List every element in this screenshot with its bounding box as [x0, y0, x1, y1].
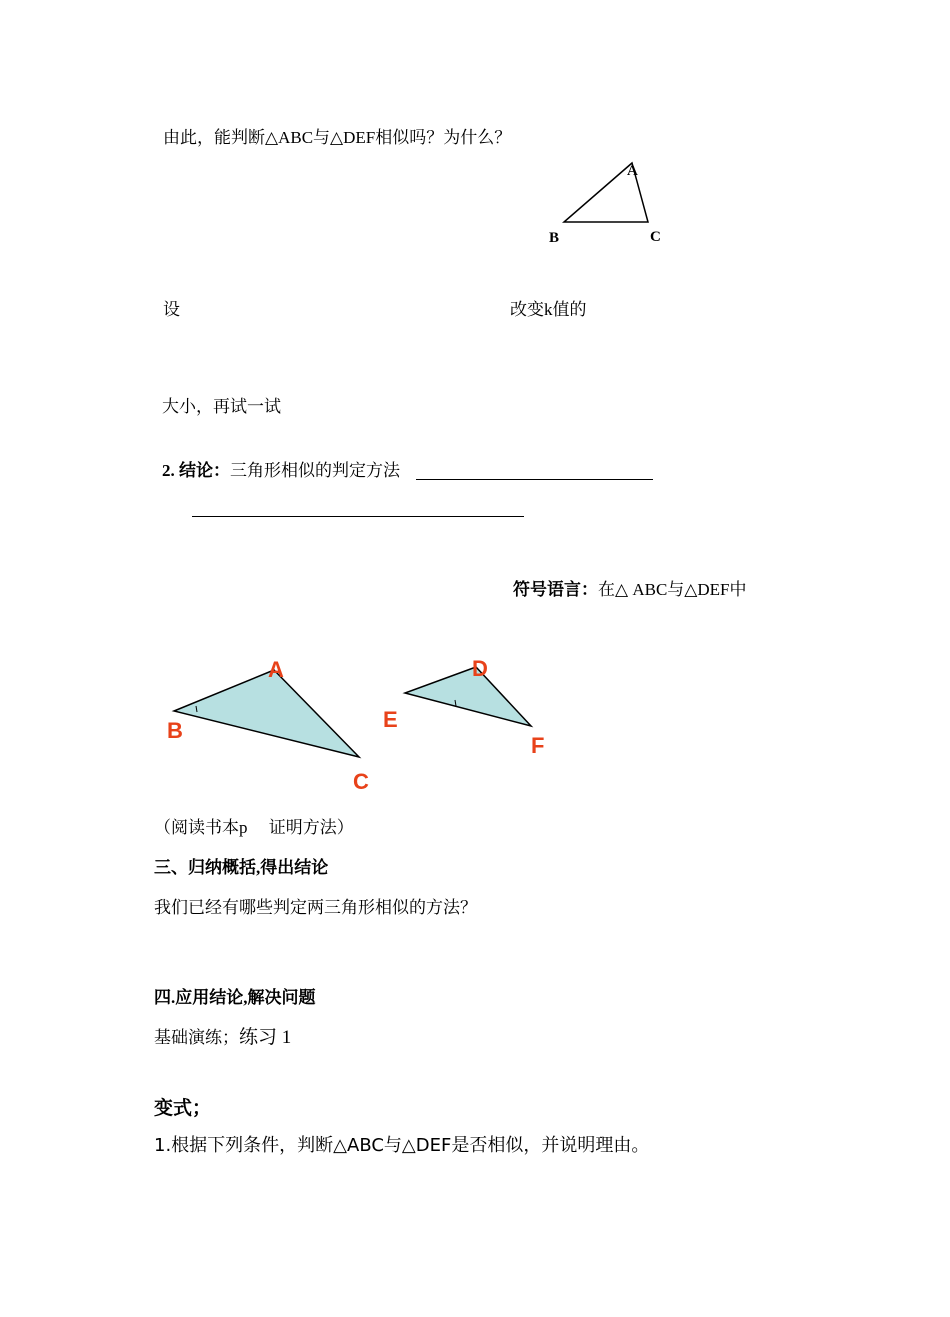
conclusion-number: 2. 结论：	[162, 461, 230, 480]
set-label: 设	[163, 300, 180, 319]
practice-item: 练习 1	[239, 1027, 292, 1048]
section-3-question: 我们已经有哪些判定两三角形相似的方法？	[154, 898, 477, 917]
small-label-a: A	[627, 163, 638, 179]
practice-prefix: 基础演练；	[154, 1028, 239, 1047]
change-k-text: 改变k值的	[510, 300, 587, 319]
label-e: E	[383, 707, 398, 732]
conclusion-text: 三角形相似的判定方法	[230, 461, 400, 480]
label-d: D	[472, 656, 488, 681]
symbol-language-text: 在△ ABC与△DEF中	[598, 580, 747, 599]
triangle-abc-figure	[167, 657, 369, 794]
label-c: C	[353, 769, 369, 794]
section-3-title: 三、归纳概括,得出结论	[154, 858, 329, 877]
label-a: A	[268, 657, 284, 682]
small-label-c: C	[650, 229, 661, 245]
read-note: （阅读书本p 证明方法）	[154, 818, 354, 837]
small-triangle-figure	[549, 163, 661, 246]
variant-item: 1.根据下列条件，判断△ABC与△DEF是否相似，并说明理由。	[154, 1135, 650, 1156]
size-try-text: 大小，再试一试	[162, 397, 281, 416]
question-line: 由此，能判断△ABC与△DEF相似吗？为什么？	[163, 128, 512, 147]
small-label-b: B	[549, 230, 560, 246]
triangle-def-figure	[383, 656, 544, 758]
triangle-def	[405, 667, 531, 726]
label-f: F	[531, 733, 545, 758]
variant-title: 变式；	[154, 1097, 212, 1119]
triangle-abc	[174, 670, 359, 757]
label-b: B	[167, 718, 183, 743]
section-4-title: 四.应用结论,解决问题	[154, 988, 316, 1007]
symbol-language-label: 符号语言：	[513, 580, 598, 599]
